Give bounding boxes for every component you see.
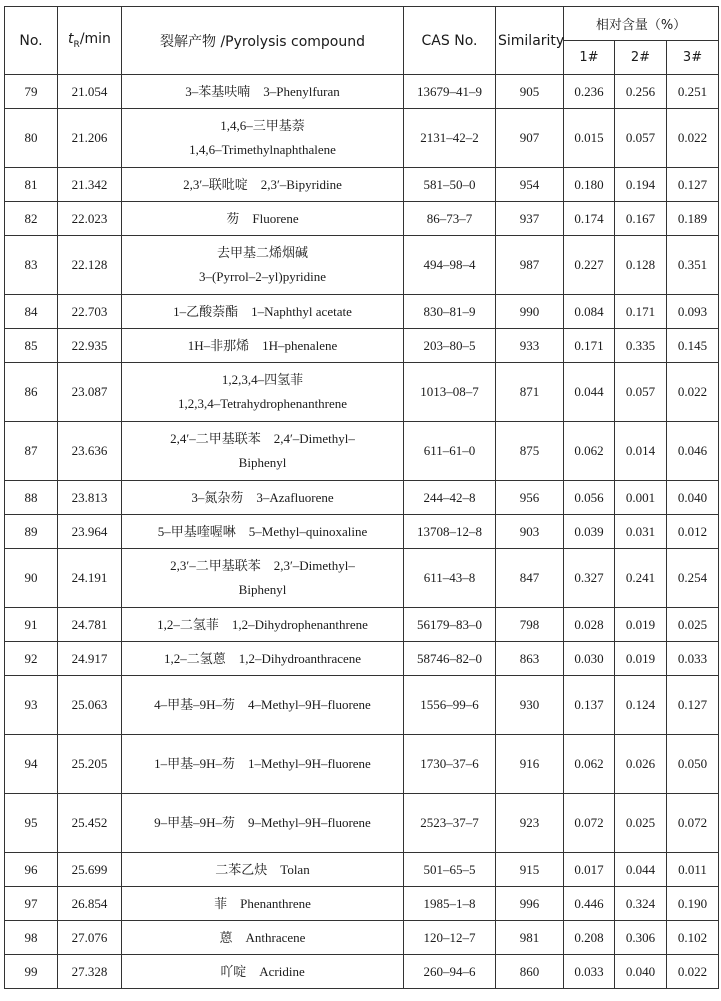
table-row [5,853,719,887]
cas-number: 611–43–8 [404,549,496,608]
cas-number: 203–80–5 [404,329,496,363]
content-3: 0.251 [667,75,719,109]
retention-time: 23.964 [58,515,122,549]
content-3: 0.127 [667,168,719,202]
content-2: 0.026 [615,735,667,794]
content-2: 0.044 [615,853,667,887]
table-row [5,955,719,989]
similarity: 875 [496,422,564,481]
cas-number: 1556–99–6 [404,676,496,735]
compound-name: 1,2,3,4–四氢菲 1,2,3,4–Tetrahydrophenanthrene [122,363,404,422]
compound-name: 1–乙酸萘酯 1–Naphthyl acetate [122,295,404,329]
table-row [5,921,719,955]
content-1: 0.236 [564,75,615,109]
row-number: 83 [5,236,58,295]
row-number: 93 [5,676,58,735]
content-2: 0.167 [615,202,667,236]
content-3: 0.025 [667,608,719,642]
cas-number: 1985–1–8 [404,887,496,921]
similarity: 915 [496,853,564,887]
content-1: 0.015 [564,109,615,168]
row-number: 79 [5,75,58,109]
row-number: 89 [5,515,58,549]
table-row [5,422,719,481]
content-3: 0.046 [667,422,719,481]
header-retention-time [58,7,122,75]
similarity: 860 [496,955,564,989]
similarity: 905 [496,75,564,109]
table-row [5,549,719,608]
compound-name: 2,3′–联吡啶 2,3′–Bipyridine [122,168,404,202]
header-relative-content: 相对含量（%） [564,7,719,41]
row-number: 94 [5,735,58,794]
retention-time: 21.054 [58,75,122,109]
row-number: 85 [5,329,58,363]
similarity: 954 [496,168,564,202]
cas-number: 260–94–6 [404,955,496,989]
content-1: 0.072 [564,794,615,853]
row-number: 91 [5,608,58,642]
retention-time: 25.063 [58,676,122,735]
cas-number: 2523–37–7 [404,794,496,853]
row-number: 88 [5,481,58,515]
content-2: 0.001 [615,481,667,515]
table-row [5,515,719,549]
content-3: 0.102 [667,921,719,955]
content-3: 0.189 [667,202,719,236]
content-2: 0.040 [615,955,667,989]
table-row [5,295,719,329]
compound-name: 3–氮杂芴 3–Azafluorene [122,481,404,515]
compound-name: 4–甲基–9H–芴 4–Methyl–9H–fluorene [122,676,404,735]
content-1: 0.056 [564,481,615,515]
retention-time: 25.205 [58,735,122,794]
similarity: 937 [496,202,564,236]
row-number: 95 [5,794,58,853]
content-1: 0.033 [564,955,615,989]
similarity: 987 [496,236,564,295]
compound-name: 9–甲基–9H–芴 9–Methyl–9H–fluorene [122,794,404,853]
table-row [5,887,719,921]
content-1: 0.446 [564,887,615,921]
cas-number: 1730–37–6 [404,735,496,794]
similarity: 923 [496,794,564,853]
header-sample-3: 3# [667,41,719,75]
compound-name: 1–甲基–9H–芴 1–Methyl–9H–fluorene [122,735,404,794]
retention-time: 22.128 [58,236,122,295]
row-number: 92 [5,642,58,676]
table-row [5,676,719,735]
row-number: 86 [5,363,58,422]
content-3: 0.127 [667,676,719,735]
similarity: 798 [496,608,564,642]
cas-number: 501–65–5 [404,853,496,887]
retention-time: 27.076 [58,921,122,955]
compound-name: 吖啶 Acridine [122,955,404,989]
compound-name: 二苯乙炔 Tolan [122,853,404,887]
compound-name: 1,4,6–三甲基萘 1,4,6–Trimethylnaphthalene [122,109,404,168]
content-1: 0.208 [564,921,615,955]
table-row [5,168,719,202]
content-2: 0.171 [615,295,667,329]
compound-name: 1,2–二氢菲 1,2–Dihydrophenanthrene [122,608,404,642]
content-1: 0.017 [564,853,615,887]
content-3: 0.011 [667,853,719,887]
content-1: 0.137 [564,676,615,735]
content-3: 0.145 [667,329,719,363]
header-tr-symbol: t [68,31,74,48]
retention-time: 22.703 [58,295,122,329]
content-1: 0.028 [564,608,615,642]
content-3: 0.012 [667,515,719,549]
cas-number: 1013–08–7 [404,363,496,422]
content-1: 0.030 [564,642,615,676]
row-number: 84 [5,295,58,329]
retention-time: 22.935 [58,329,122,363]
pyrolysis-table [4,6,719,989]
similarity: 871 [496,363,564,422]
similarity: 956 [496,481,564,515]
table-row [5,109,719,168]
content-1: 0.084 [564,295,615,329]
content-2: 0.128 [615,236,667,295]
retention-time: 23.087 [58,363,122,422]
content-2: 0.019 [615,642,667,676]
content-2: 0.256 [615,75,667,109]
content-3: 0.190 [667,887,719,921]
table-row [5,75,719,109]
similarity: 916 [496,735,564,794]
content-3: 0.022 [667,363,719,422]
retention-time: 21.342 [58,168,122,202]
compound-name: 菲 Phenanthrene [122,887,404,921]
table-row [5,608,719,642]
content-1: 0.174 [564,202,615,236]
row-number: 90 [5,549,58,608]
header-sample-2: 2# [615,41,667,75]
table-row [5,735,719,794]
similarity: 847 [496,549,564,608]
header-tr-unit: /min [79,31,111,48]
compound-name: 1,2–二氢蒽 1,2–Dihydroanthracene [122,642,404,676]
content-2: 0.031 [615,515,667,549]
cas-number: 611–61–0 [404,422,496,481]
retention-time: 22.023 [58,202,122,236]
retention-time: 25.452 [58,794,122,853]
header-compound: 裂解产物 /Pyrolysis compound [122,7,404,75]
row-number: 87 [5,422,58,481]
content-1: 0.327 [564,549,615,608]
header-sample-1: 1# [564,41,615,75]
content-2: 0.324 [615,887,667,921]
content-3: 0.040 [667,481,719,515]
table-row [5,794,719,853]
row-number: 82 [5,202,58,236]
content-1: 0.180 [564,168,615,202]
row-number: 97 [5,887,58,921]
content-2: 0.124 [615,676,667,735]
table-row [5,481,719,515]
cas-number: 13708–12–8 [404,515,496,549]
compound-name: 芴 Fluorene [122,202,404,236]
content-3: 0.351 [667,236,719,295]
content-2: 0.241 [615,549,667,608]
table-row [5,202,719,236]
similarity: 981 [496,921,564,955]
table-row [5,329,719,363]
retention-time: 25.699 [58,853,122,887]
cas-number: 830–81–9 [404,295,496,329]
compound-name: 蒽 Anthracene [122,921,404,955]
header-no: No. [5,7,58,75]
cas-number: 494–98–4 [404,236,496,295]
cas-number: 120–12–7 [404,921,496,955]
table-row [5,236,719,295]
retention-time: 24.191 [58,549,122,608]
row-number: 99 [5,955,58,989]
table-row [5,642,719,676]
content-1: 0.062 [564,735,615,794]
content-2: 0.014 [615,422,667,481]
content-2: 0.306 [615,921,667,955]
cas-number: 244–42–8 [404,481,496,515]
compound-name: 5–甲基喹喔啉 5–Methyl–quinoxaline [122,515,404,549]
content-3: 0.022 [667,955,719,989]
header-similarity: Similarity [496,7,564,75]
compound-name: 2,4′–二甲基联苯 2,4′–Dimethyl– Biphenyl [122,422,404,481]
row-number: 81 [5,168,58,202]
content-3: 0.093 [667,295,719,329]
retention-time: 23.636 [58,422,122,481]
similarity: 907 [496,109,564,168]
content-1: 0.062 [564,422,615,481]
content-3: 0.022 [667,109,719,168]
content-2: 0.019 [615,608,667,642]
similarity: 990 [496,295,564,329]
content-3: 0.254 [667,549,719,608]
content-1: 0.039 [564,515,615,549]
cas-number: 2131–42–2 [404,109,496,168]
row-number: 98 [5,921,58,955]
row-number: 80 [5,109,58,168]
similarity: 930 [496,676,564,735]
content-1: 0.171 [564,329,615,363]
content-2: 0.335 [615,329,667,363]
retention-time: 24.781 [58,608,122,642]
cas-number: 86–73–7 [404,202,496,236]
cas-number: 58746–82–0 [404,642,496,676]
compound-name: 1H–非那烯 1H–phenalene [122,329,404,363]
content-2: 0.194 [615,168,667,202]
compound-name: 3–苯基呋喃 3–Phenylfuran [122,75,404,109]
compound-name: 去甲基二烯烟碱 3–(Pyrrol–2–yl)pyridine [122,236,404,295]
content-1: 0.227 [564,236,615,295]
row-number: 96 [5,853,58,887]
similarity: 933 [496,329,564,363]
header-tr-subscript: R [73,39,80,50]
content-3: 0.050 [667,735,719,794]
retention-time: 21.206 [58,109,122,168]
similarity: 903 [496,515,564,549]
retention-time: 24.917 [58,642,122,676]
cas-number: 13679–41–9 [404,75,496,109]
table-row [5,363,719,422]
retention-time: 27.328 [58,955,122,989]
content-2: 0.057 [615,109,667,168]
content-2: 0.025 [615,794,667,853]
content-1: 0.044 [564,363,615,422]
cas-number: 56179–83–0 [404,608,496,642]
retention-time: 23.813 [58,481,122,515]
similarity: 996 [496,887,564,921]
similarity: 863 [496,642,564,676]
cas-number: 581–50–0 [404,168,496,202]
content-3: 0.072 [667,794,719,853]
content-2: 0.057 [615,363,667,422]
content-3: 0.033 [667,642,719,676]
header-cas: CAS No. [404,7,496,75]
retention-time: 26.854 [58,887,122,921]
compound-name: 2,3′–二甲基联苯 2,3′–Dimethyl– Biphenyl [122,549,404,608]
